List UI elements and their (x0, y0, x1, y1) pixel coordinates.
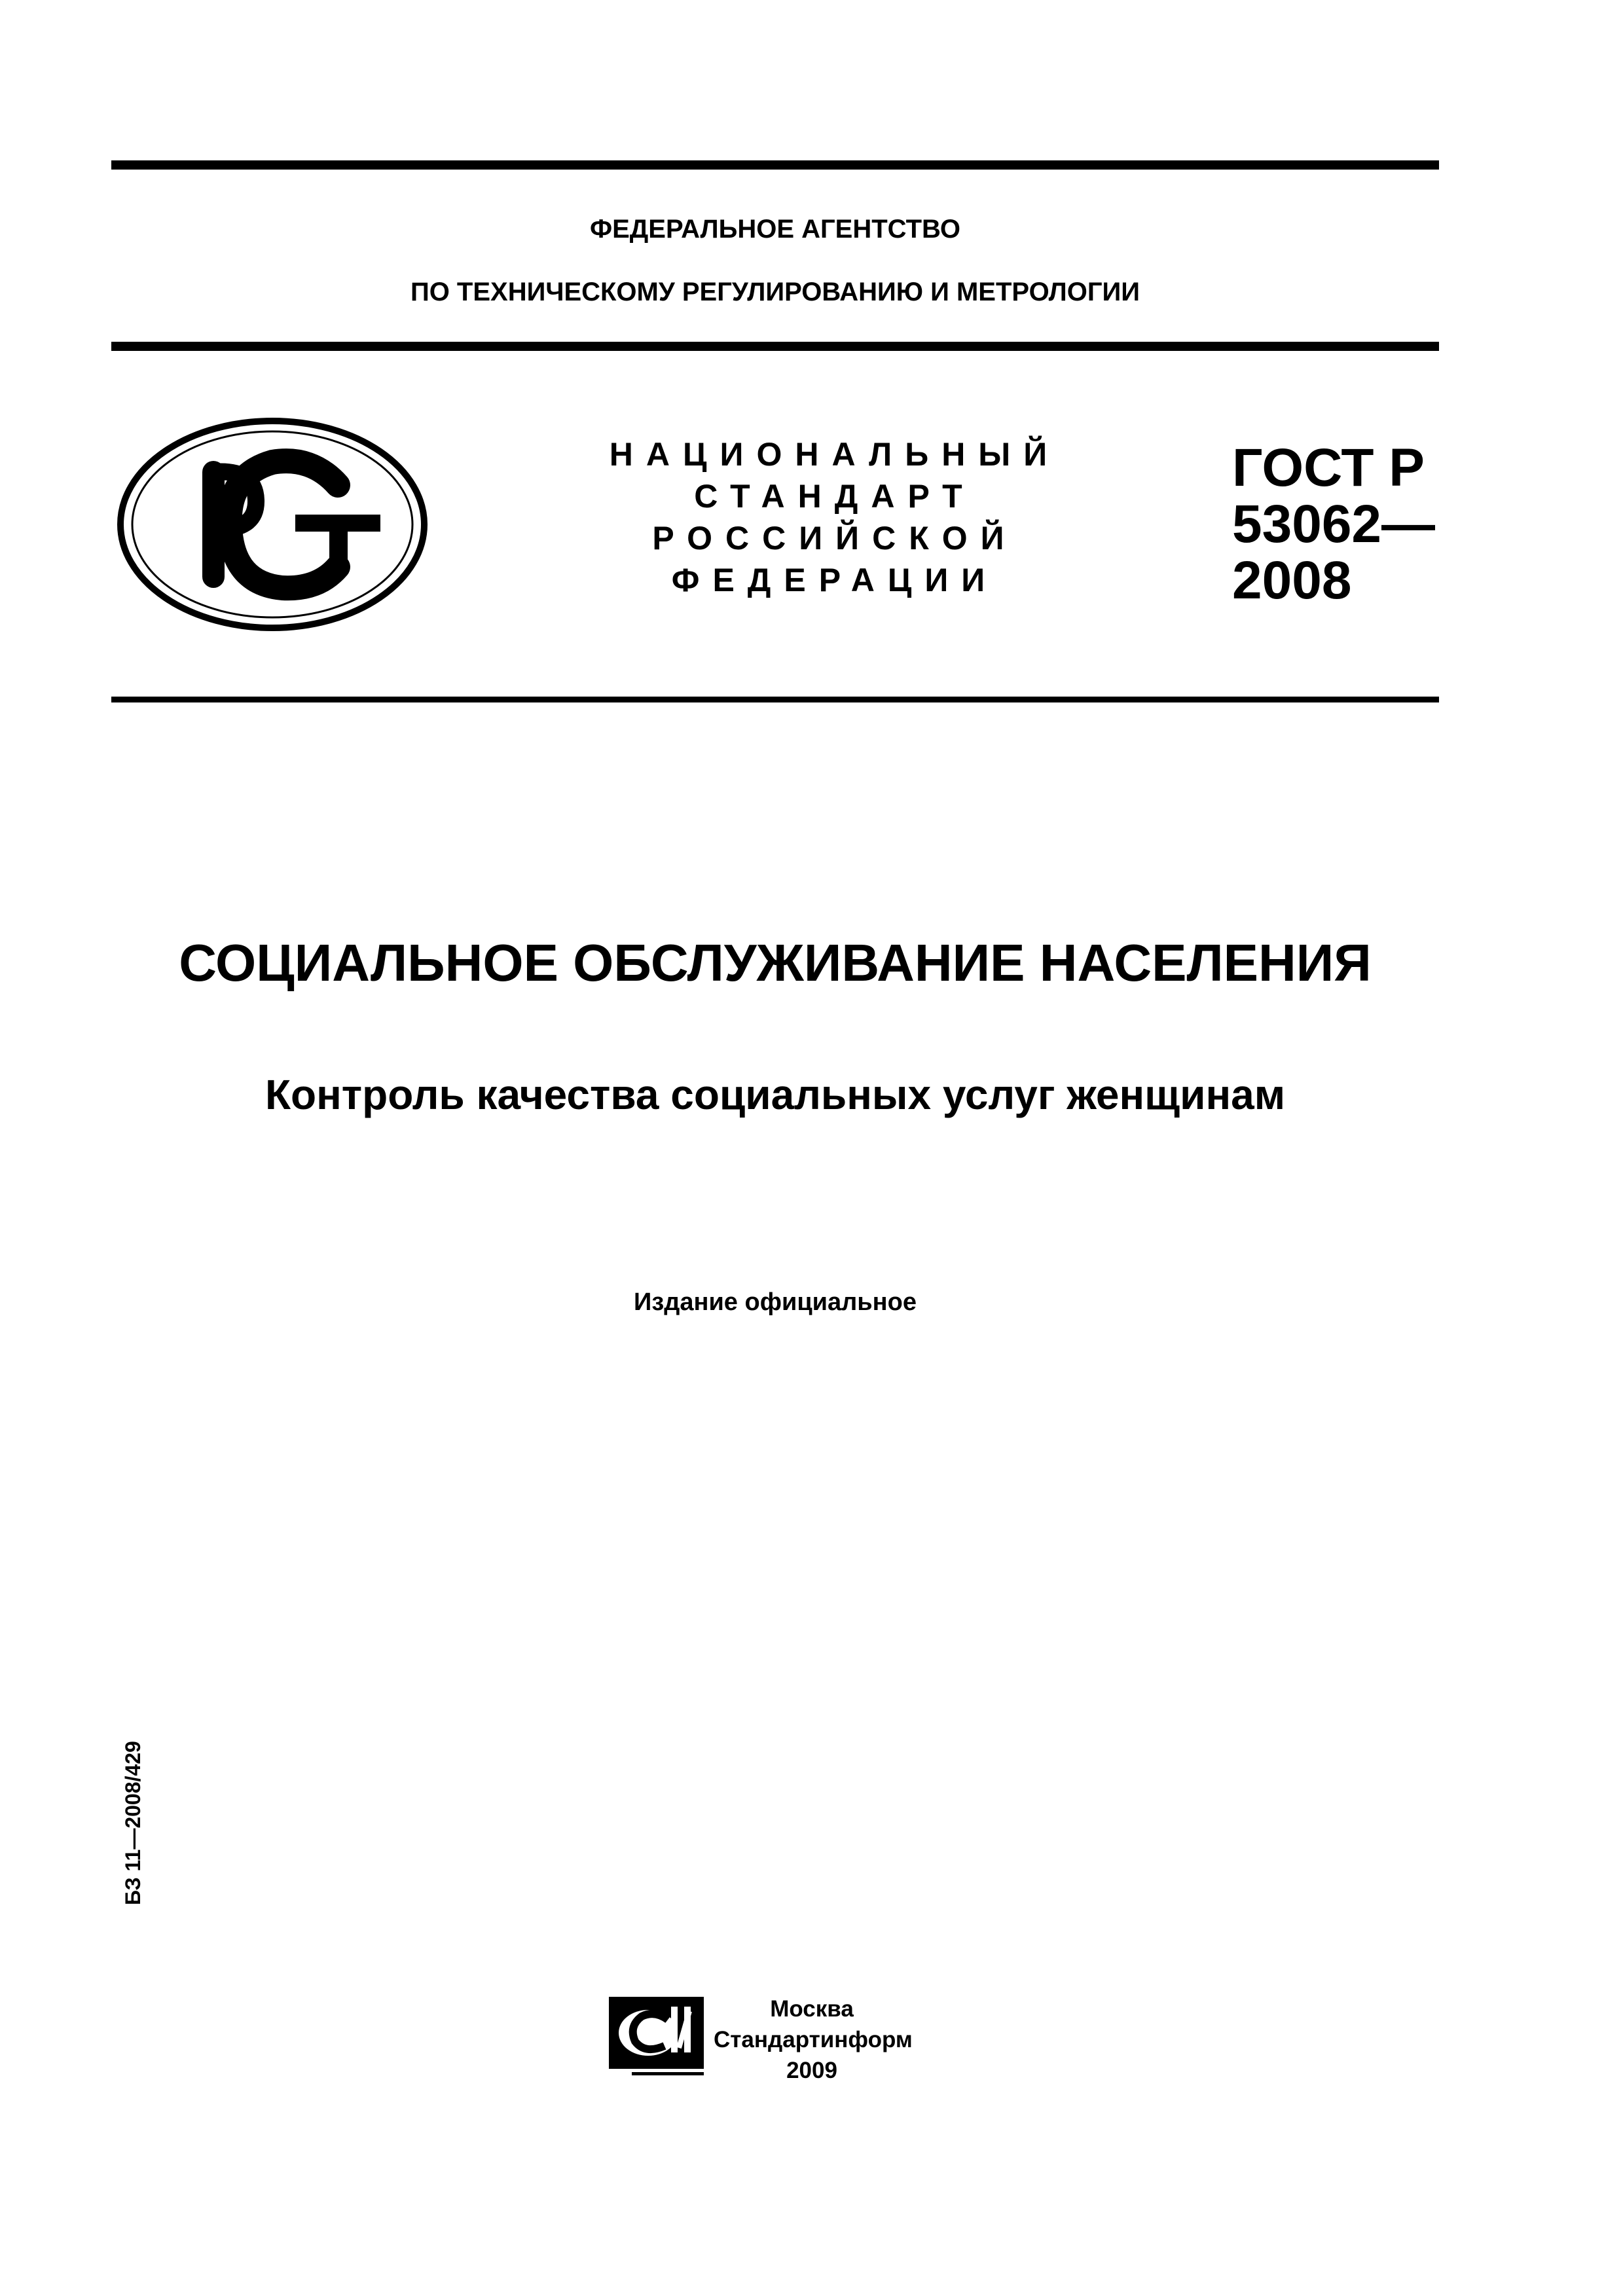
agency-line-2: ПО ТЕХНИЧЕСКОМУ РЕГУЛИРОВАНИЮ И МЕТРОЛОГИИ (410, 278, 1140, 306)
gost-line-1: ГОСТ Р (1232, 438, 1425, 498)
gost-line-3: 2008 (1232, 551, 1352, 610)
publisher-name: Стандартинформ (714, 2027, 913, 2052)
national-line-1: НАЦИОНАЛЬНЫЙ (609, 436, 1061, 473)
document-title: СОЦИАЛЬНОЕ ОБСЛУЖИВАНИЕ НАСЕЛЕНИЯ (179, 934, 1372, 992)
publisher-year: 2009 (786, 2058, 837, 2083)
national-line-3: РОССИЙСКОЙ (652, 520, 1017, 556)
national-standard-label (563, 433, 1106, 601)
publisher-city: Москва (770, 1996, 854, 2022)
standartinform-logo (606, 1990, 710, 2079)
header-bottom-rule (111, 342, 1439, 351)
gost-line-2: 53062— (1232, 494, 1436, 554)
standard-block-bottom-rule (111, 697, 1439, 702)
agency-line-1: ФЕДЕРАЛЬНОЕ АГЕНТСТВО (589, 215, 961, 244)
publisher-block (714, 1994, 913, 2086)
national-line-2: СТАНДАРТ (694, 478, 976, 515)
top-rule (111, 160, 1439, 170)
side-registration-code: БЗ 11—2008/429 (121, 1741, 145, 1905)
national-line-4: ФЕДЕРАЦИИ (671, 562, 998, 598)
edition-note: Издание официальное (634, 1288, 917, 1316)
rst-logo (115, 416, 429, 632)
gost-designation (1232, 440, 1435, 609)
document-subtitle: Контроль качества социальных услуг женщинам (264, 1071, 1286, 1118)
